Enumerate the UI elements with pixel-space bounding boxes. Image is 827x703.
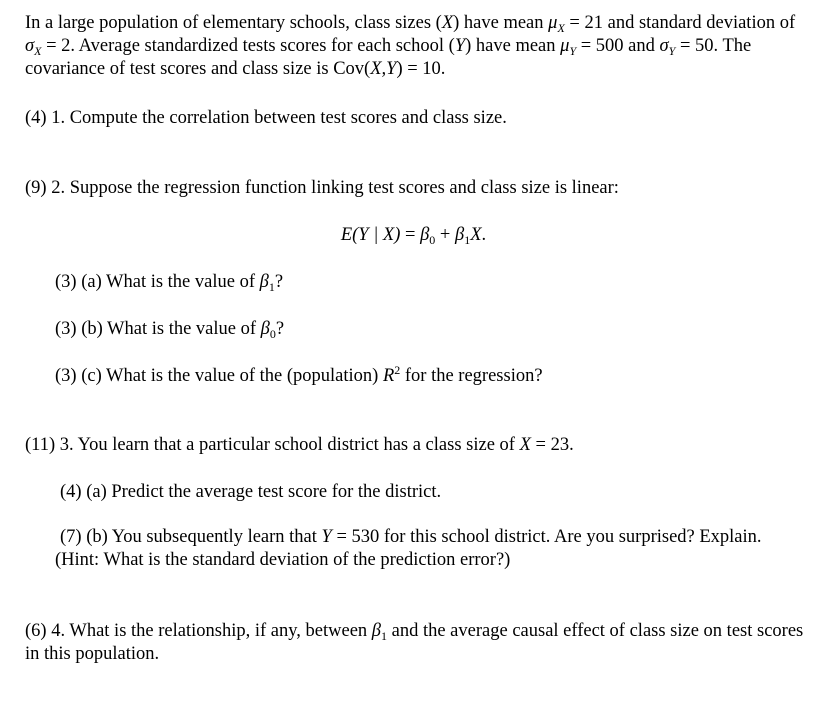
question-2: (9) 2. Suppose the regression function linking test scores and class size is linear:	[25, 178, 619, 198]
question-1: (4) 1. Compute the correlation between test scores and class size.	[25, 108, 507, 128]
question-3b: (7) (b) You subsequently learn that Y = 530 for this school district. Are you surprised? Explain. (Hint: What is the standard deviation of the prediction error?)	[55, 527, 762, 570]
regression-equation: E(Y | $X) = \beta_0 + \beta_1X$.	[340, 225, 487, 247]
question-2b: (3) (b) What is the value of $\beta_0$?	[55, 319, 285, 341]
question-4: (6) 4. What is the relationship, if any, between $\beta_1$ and the average causal effect of class size on test scores in this population.	[25, 621, 804, 664]
question-2a: (3) (a) What is the value of $\beta_1$?	[55, 272, 284, 294]
question-3a: (4) (a) Predict the average test score for the district.	[60, 482, 442, 502]
question-3: (11) 3. You learn that a particular school district has a class size of X = 23.	[25, 435, 574, 455]
question-2c: (3) (c) What is the value of the (population) $R^2$ for the regression?	[55, 363, 543, 386]
intro-paragraph: In a large population of elementary schools, class sizes (X) have mean $\mu_X = 21$ and standard deviation of $\sigma_X = 2$. Average standardized tests scores for each school (Y) have mean $\mu_Y = 500$ and $\sigma_Y = 50$. The covariance of test scores and class size is Cov(X,Y) = 10.	[25, 13, 796, 79]
